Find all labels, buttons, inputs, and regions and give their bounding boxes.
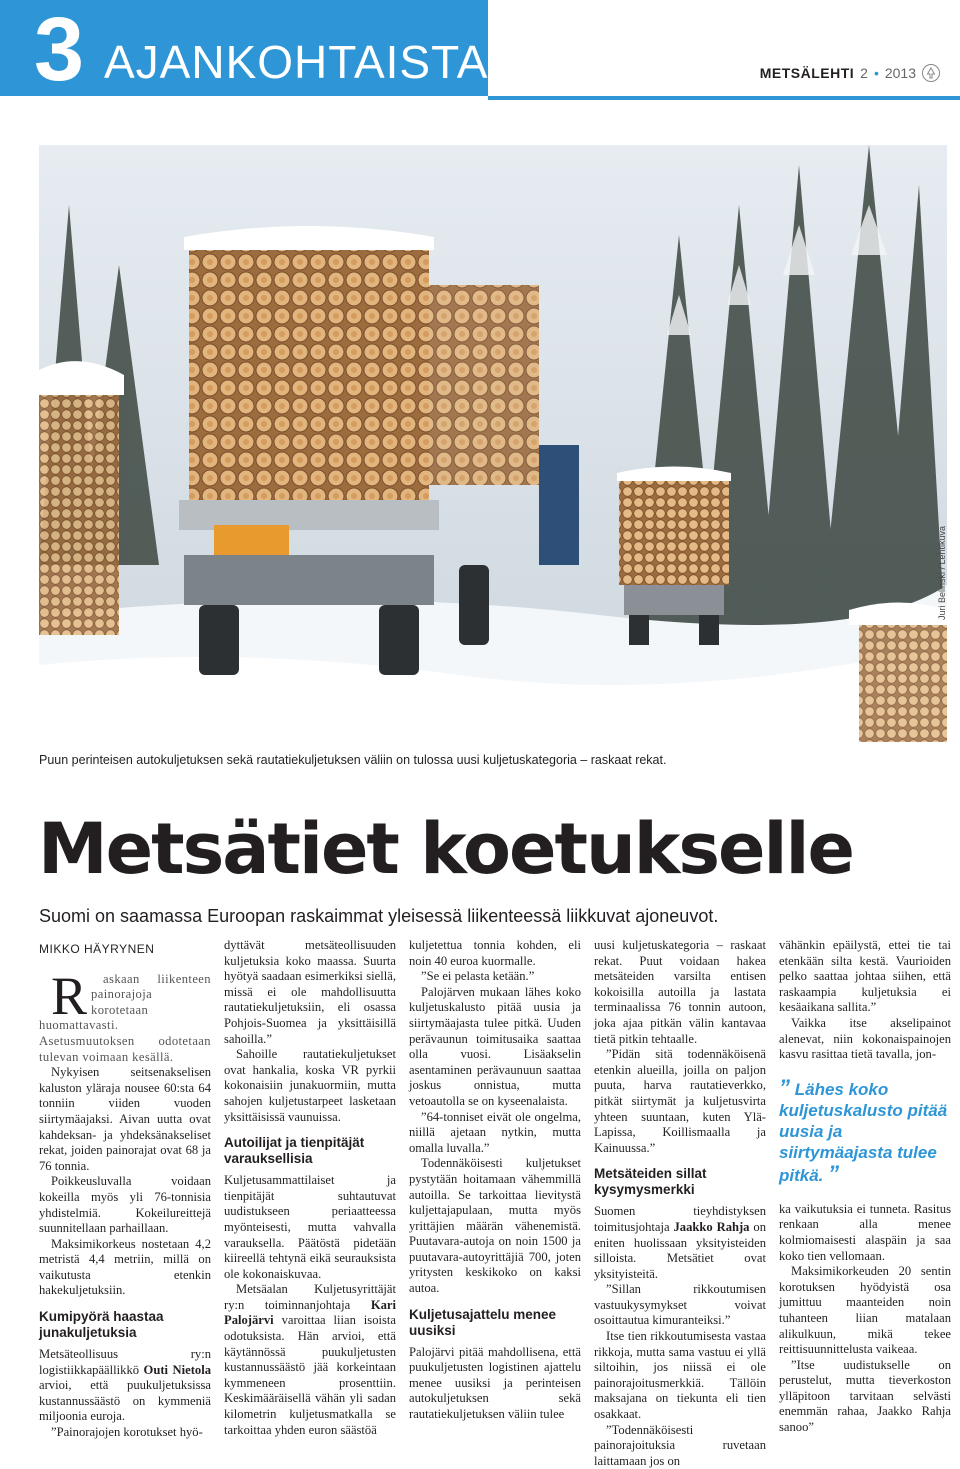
header-rule [488,96,960,100]
text-run: Metsäteollisuus ry:n logistiikkapäällikkö [39,1347,211,1377]
section-title: AJANKOHTAISTA [104,36,489,88]
person-name: Kari Palojärvi [224,1297,396,1328]
body-paragraph: Sahoille rautatiekuljetukset ovat hankalia, koska VR pyrkii kokonaisiin junakuormiin, mutta sahojen kuljetustarpeet lasketaan yksittäisissä vaunuissa. [224,1047,396,1124]
body-paragraph [594,1204,766,1282]
text-run: arvioi, että puukuljetuksissa kustannussäästö on kymmeniä miljoonia euroja. [39,1378,211,1424]
section-tab [0,0,489,100]
column-2 [224,938,396,1438]
separator: • [873,65,879,81]
body-paragraph: kuljetettua tonnia kohden, eli noin 40 euroa kuormalle. [409,938,581,968]
pull-quote [779,1074,951,1186]
body-paragraph: ”Se ei pelasta ketään.” [421,969,535,984]
pull-quote-text: Lähes koko kuljetuskalusto pitää uusia ja siirtymäajasta tulee pitkä. [779,1079,948,1185]
article-photo [39,145,947,742]
column-3 [409,938,581,1423]
quote-open-mark: ” [779,1074,790,1100]
photo-credit: Juri Belinski / Lehtikuva [937,525,947,620]
body-paragraph: Poikkeusluvalla voidaan kokeilla myös yli 76-tonnisia yhdistelmiä. Kokeilureittejä suunnitellaan parhaillaan. [39,1174,211,1236]
body-paragraph: ”Painorajojen korotukset hyö- [51,1425,203,1440]
drop-cap: R [51,965,88,1026]
lead-text: askaan liikenteen painorajoja korotetaan huomattavasti. Asetusmuutoksen odotetaan tulevan voimaan kesällä. [39,971,211,1064]
body-paragraph: Palojärvi pitää mahdollisena, että puukuljetusten logistinen ajattelu menee uusiksi ja perinteisen autokuljetuksen sekä rautatiekuljetuksen väliin tulee [409,1344,581,1422]
page-header [0,0,960,100]
body-paragraph: ”Pidän sitä todennäköisenä etenkin alueilla, joilla on paljon puuta, harva rautatieverkko, pitkät siirtymät ja kuljetusvirta yhteen suuntaan, kuten Ylä-Lapissa, Koillismaalla ja Kainuussa.” [594,1047,766,1155]
body-paragraph: Palojärven mukaan lähes koko kuljetuskalusto pitää uusia ja siirtymäajasta tulee pitkä. Uuden perävaunun toimitusaika saattaa olla vuosi. Lisäakselin asentaminen perävaunuun saattaa joskus onnistua, mutta vetoautolla se on kyseenalaista. [409,984,581,1108]
body-paragraph: Vaikka itse akselipainot alenevat, niin kokonaispainojen kasvu rasittaa tietä tavalla, jon- [779,1015,951,1062]
body-paragraph: Maksimikorkeuden 20 sentin korotuksen hyödyistä osa jumittuu maanteiden noin tuhanteen liian matalaan alikulkuun, mikä tekee reittisuunnittelusta vaikeaa. [779,1264,951,1357]
body-paragraph: ”Sillan rikkoutumisen vastuukysymykset voivat osoittautua kimuranteiksi.” [594,1282,766,1328]
body-paragraph [39,1347,211,1425]
body-paragraph: Itse tien rikkoutumisesta vastaa rikkoja, mutta sama vastuu ei yllä siltoihin, jos niissä ei ole painorajoitusmerkkiä. Tällöin maksajana on tiekunta eli tien osakkaat. [594,1329,766,1422]
column-5 [779,938,951,1436]
tree-icon [922,64,940,82]
deck: Suomi on saamassa Euroopan raskaimmat yleisessä liikenteessä liikkuvat ajoneuvot. [39,906,719,926]
body-paragraph: Nykyisen seitsenakselisen kaluston yläraja nousee 60:sta 64 tonniin viiden vuoden siirtymäajaksi. Aivan uutta ovat kahdeksan- ja yhdeksänakseliset rekat, joiden painorajat ovat 68 ja 76 tonnia. [39,1065,211,1173]
subheading: Kuljetusajattelu menee uusiksi [409,1306,557,1338]
text-run: Suomen tieyhdistyksen toimitusjohtaja [594,1204,766,1234]
headline: Metsätiet koetukselle [38,808,853,890]
text-run: varoittaa liian isoista odotuksista. Hän arvioi, että käytännössä puukuljetusten kustannussäästö jää korkeintaan kymmeneen prosenttiin. Keskimääräisellä vähän yli sadan kilometrin kuljetusmatkalla se tarkoittaa yhden euron säästöä [224,1313,396,1437]
body-paragraph: Todennäköisesti kuljetukset pystytään hoitamaan vähemmillä autoilla. Se tarkoittaa lievitystä kuljettajapulaan, mutta myös yrittäjien määrän vähenemistä. Puutavara-autoja on noin 1500 ja puutavara-autoyrittäjiä 700, joten yritysten keskikoko on kaksi autoa. [409,1156,581,1296]
byline: MIKKO HÄYRYNEN [39,942,155,956]
page-number: 3 [34,0,83,100]
issue-year: 2013 [884,65,916,81]
body-paragraph: ”Itse uudistukselle on perustelut, mutta tieverkoston ylläpitoon tarvitaan selvästi enemmän rahaa, Jaakko Rahja sanoo” [779,1357,951,1435]
body-paragraph: dyttävät metsäteollisuuden kuljetuksia koko maassa. Suurta hyötyä saadaan esimerkiksi siellä, missä ei ole mahdollisuutta rautatiekuljetuksiin, eli osassa Pohjois-Suomea ja yksittäisillä sahoilla.” [224,938,396,1046]
subheading: Metsäteiden sillat kysymysmerkki [594,1166,707,1198]
body-paragraph [224,1282,396,1438]
person-name: Jaakko Rahja [673,1219,750,1234]
issue-number: 2 [860,65,868,81]
photo-caption: Puun perinteisen autokuljetuksen sekä rautatiekuljetuksen väliin on tulossa uusi kuljetuskategoria – raskaat rekat. [39,753,667,767]
column-1 [39,938,211,1441]
subheading: Autoilijat ja tienpitäjät varauksellisia [224,1135,365,1167]
body-paragraph: ”64-tonniset eivät ole ongelma, niillä ajetaan nytkin, mutta omalla luvalla.” [409,1109,581,1155]
body-paragraph: vähänkin epäilystä, ettei tie tai etenkään silta kestä. Vaurioiden pelko saattaa johtaa siihen, että raskaampia kuljetuksia ei kesäaikana sallita.” [779,938,951,1015]
body-paragraph: Maksimikorkeus nostetaan 4,2 metristä 4,4 metriin, millä on vaikutusta etenkin hakekuljetuksiin. [39,1236,211,1298]
body-paragraph: ”Todennäköisesti painorajoituksia ruvetaan laittamaan jos on [594,1422,766,1468]
subheading: Kumipyörä haastaa junakuljetuksia [39,1309,164,1341]
publication-info [760,64,940,82]
body-paragraph: uusi kuljetuskategoria – raskaat rekat. Puut voidaan hakea metsäteiden varsilta entisen kokoisilla autoilla ja lastata terminaalissa 76 tonnin autoon, joka ajaa pitkän välin kantavaa tietä pitkin tehtaalle. [594,938,766,1046]
person-name: Outi Nietola [143,1362,211,1377]
text-run: Metsäalan Kuljetusyrittäjät ry:n toiminnanjohtaja [224,1282,396,1312]
column-4 [594,938,766,1469]
text-run: on eniten huolissaan yksityisteiden silloista. Metsätiet ovat yksityisteitä. [594,1219,766,1281]
quote-close-mark: ” [828,1160,840,1186]
body-paragraph: Kuljetusammattilaiset ja tienpitäjät suhtautuvat uudistukseen periaatteessa myönteisesti, mutta vahvalla varauksella. Päätöstä pidetään kiireellä tehtynä eikä seurauksista ole kokonaiskuvaa. [224,1173,396,1281]
publication-name: METSÄLEHTI [759,65,855,81]
body-paragraph: ka vaikutuksia ei tunneta. Rasitus renkaan alla menee kolmiomaisesti alaspäin ja saa koko tien vellomaan. [779,1201,951,1263]
lead-paragraph [39,965,211,1066]
